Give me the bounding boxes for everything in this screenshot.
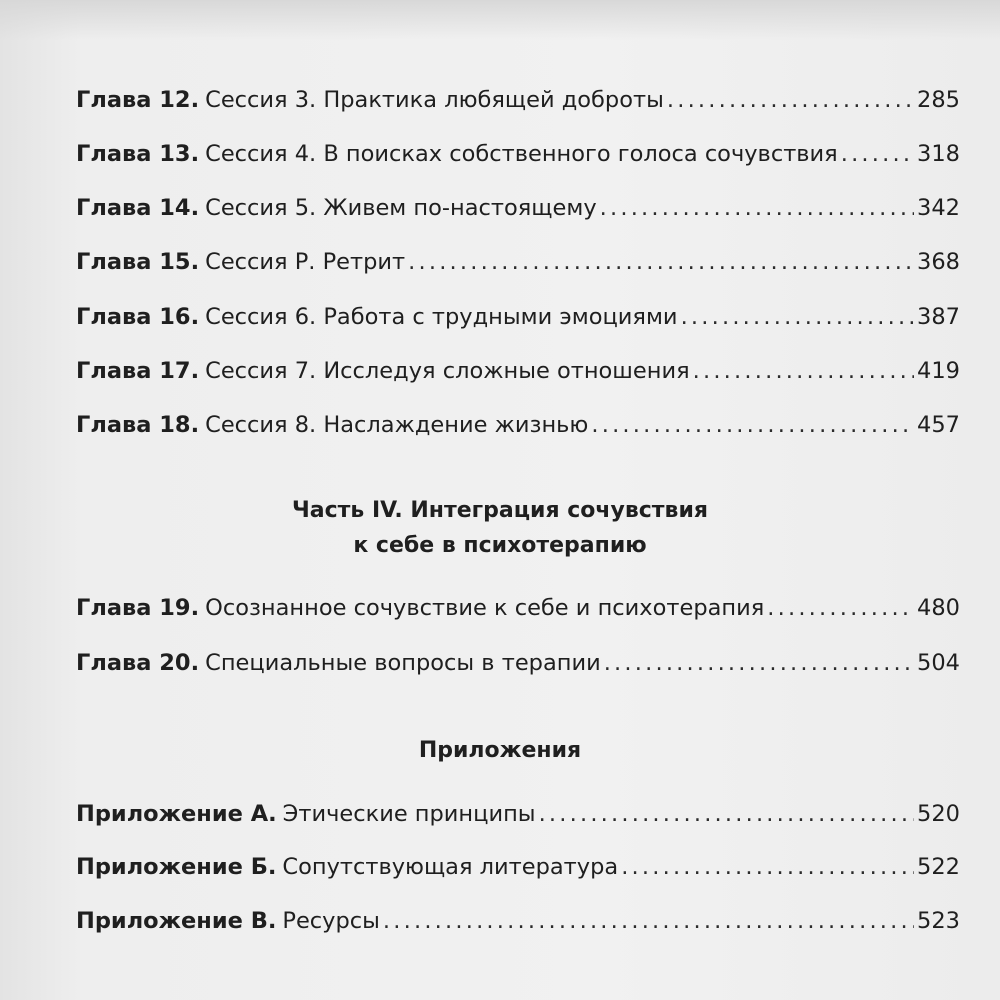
chapter-number: Глава 15. xyxy=(76,249,200,275)
page-number: 342 xyxy=(917,195,960,221)
chapter-number: Глава 14. xyxy=(76,195,200,221)
page-number: 522 xyxy=(917,854,960,880)
chapter-number: Глава 19. xyxy=(76,595,200,621)
toc-entry-appendix-v[interactable] xyxy=(76,906,960,936)
chapter-title: Осознанное сочувствие к себе и психотерапия xyxy=(205,595,765,621)
dot-leader xyxy=(681,302,914,332)
toc-entry-chapter-19[interactable] xyxy=(76,593,960,623)
toc-entry-chapter-14[interactable] xyxy=(76,193,960,223)
toc-entry-appendix-b[interactable] xyxy=(76,852,960,882)
chapter-number: Глава 17. xyxy=(76,358,200,384)
page-number: 504 xyxy=(917,650,960,676)
dot-leader xyxy=(841,139,914,169)
page-number: 419 xyxy=(917,358,960,384)
dot-leader xyxy=(767,593,914,623)
chapter-title: Сессия 5. Живем по-настоящему xyxy=(205,195,597,221)
chapter-title: Сессия 8. Наслаждение жизнью xyxy=(205,412,589,438)
toc-entry-chapter-15[interactable] xyxy=(76,247,960,277)
appendix-label: Приложение В. xyxy=(76,908,277,934)
dot-leader xyxy=(591,410,914,440)
dot-leader xyxy=(621,852,914,882)
chapter-title: Сессия Р. Ретрит xyxy=(205,249,406,275)
appendix-title: Ресурсы xyxy=(282,908,380,934)
chapter-number: Глава 20. xyxy=(76,650,200,676)
dot-leader xyxy=(693,356,914,386)
appendices-heading: Приложения xyxy=(418,738,582,763)
page-number: 285 xyxy=(917,87,960,113)
appendix-label: Приложение А. xyxy=(76,801,277,827)
toc-entry-chapter-13[interactable] xyxy=(76,139,960,169)
part-heading-line-2: к себе в психотерапию xyxy=(353,533,647,558)
chapter-number: Глава 16. xyxy=(76,304,200,330)
appendix-label: Приложение Б. xyxy=(76,854,277,880)
toc-entry-chapter-17[interactable] xyxy=(76,356,960,386)
page-number: 520 xyxy=(917,801,960,827)
chapter-title: Сессия 7. Исследуя сложные отношения xyxy=(205,358,690,384)
chapter-number: Глава 12. xyxy=(76,87,200,113)
chapter-title: Сессия 6. Работа с трудными эмоциями xyxy=(205,304,678,330)
dot-leader xyxy=(408,247,914,277)
chapter-title: Сессия 4. В поисках собственного голоса сочувствия xyxy=(205,141,838,167)
dot-leader xyxy=(667,85,914,115)
page-number: 368 xyxy=(917,249,960,275)
appendix-title: Сопутствующая литература xyxy=(282,854,619,880)
toc-entry-chapter-16[interactable] xyxy=(76,302,960,332)
page-edge-shadow xyxy=(0,0,1000,40)
page-number: 480 xyxy=(917,595,960,621)
toc-entry-chapter-20[interactable] xyxy=(76,648,960,678)
dot-leader xyxy=(604,648,914,678)
page-number: 318 xyxy=(917,141,960,167)
appendix-title: Этические принципы xyxy=(282,801,536,827)
toc-entry-chapter-12[interactable] xyxy=(76,85,960,115)
toc-entry-appendix-a[interactable] xyxy=(76,799,960,829)
dot-leader xyxy=(539,799,914,829)
chapter-number: Глава 18. xyxy=(76,412,200,438)
chapter-title: Сессия 3. Практика любящей доброты xyxy=(205,87,664,113)
chapter-title: Специальные вопросы в терапии xyxy=(205,650,601,676)
page-number: 387 xyxy=(917,304,960,330)
part-heading-line-1: Часть IV. Интеграция сочувствия xyxy=(291,498,709,523)
page-number: 457 xyxy=(917,412,960,438)
dot-leader xyxy=(383,906,914,936)
toc-entry-chapter-18[interactable] xyxy=(76,410,960,440)
chapter-number: Глава 13. xyxy=(76,141,200,167)
dot-leader xyxy=(600,193,914,223)
page-number: 523 xyxy=(917,908,960,934)
